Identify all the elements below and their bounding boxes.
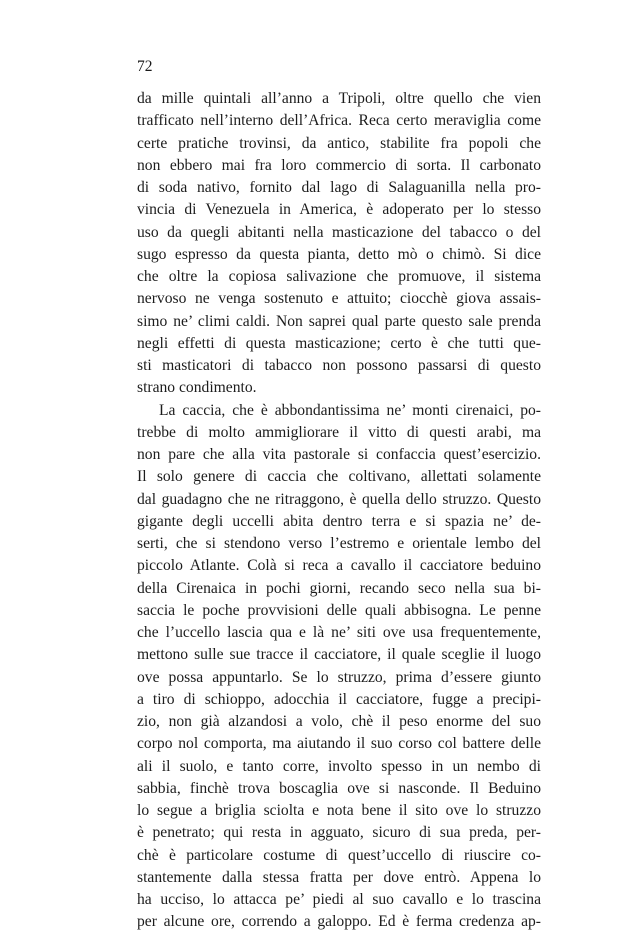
text-line: corpo nol comporta, ma aiutando il suo corso col battere delle (137, 735, 541, 753)
text-line: che oltre la copiosa salivazione che promuove, il sistema (137, 268, 541, 285)
text-line: ove possa appuntarlo. Se lo struzzo, prima d’essere giunto (137, 668, 541, 686)
text-line: vincia di Venezuela in America, è adoperato per lo stesso (137, 201, 541, 219)
text-line: La caccia, che è abbondantissima ne’ monti cirenaici, po- (159, 401, 541, 419)
text-line: sti masticatori di tabacco non possono passarsi di questo (137, 357, 541, 374)
paragraph-1 (137, 88, 541, 400)
text-line: saccia le poche provvisioni delle quali abbisogna. Le penne (137, 601, 541, 619)
text-line: certe pratiche trovinsi, da antico, stabilite fra popoli che (137, 134, 541, 152)
text-line: strano condimento. (137, 379, 257, 397)
text-line: zio, non già alzandosi a volo, chè il peso enorme del suo (137, 713, 541, 730)
text-line: trebbe di molto ammigliorare il vitto di questi arabi, ma (137, 423, 541, 441)
text-line: negli effetti di questa masticazione; certo è che tutti que- (137, 334, 541, 352)
text-line: piccolo Atlante. Colà si reca a cavallo il cacciatore beduino (137, 557, 541, 575)
text-line: mettono sulle sue tracce il cacciatore, il quale sceglie il luogo (137, 646, 541, 664)
text-line: per alcune ore, correndo a galoppo. Ed è ferma credenza ap- (137, 913, 541, 931)
text-line: sabbia, finchè trova boscaglia ove si nasconde. Il Beduino (137, 779, 541, 797)
text-line: dal guadagno che ne ritraggono, è quella dello struzzo. Questo (137, 490, 541, 508)
text-line: che l’uccello lascia qua e là ne’ siti ove usa frequentemente, (137, 624, 541, 641)
text-line: ha ucciso, lo attacca pe’ piedi al suo cavallo e lo trascina (137, 891, 541, 908)
page-number: 72 (137, 58, 153, 75)
text-line: uso da quegli abitanti nella masticazione del tabacco o del (137, 223, 541, 241)
text-line: è penetrato; qui resta in agguato, sicuro di sua preda, per- (137, 824, 541, 842)
text-line: lo segue a briglia sciolta e nota bene il sito ove lo struzzo (137, 802, 541, 819)
text-line: Il solo genere di caccia che coltivano, allettati solamente (137, 468, 541, 486)
text-line: trafficato nell’interno dell’Africa. Reca certo meraviglia come (137, 112, 541, 130)
text-line: simo ne’ climi caldi. Non saprei qual parte questo sale prenda (137, 312, 541, 330)
text-line: gigante degli uccelli abita dentro terra e si spazia ne’ de- (137, 512, 541, 530)
text-line: nervoso ne venga sostenuto e attuito; ciocchè giova assais- (137, 290, 541, 308)
text-line: della Cirenaica in pochi giorni, recando seco nella sua bi- (137, 579, 541, 597)
text-line: di soda nativo, fornito dal lago di Salaguanilla nella pro- (137, 179, 541, 196)
body-text (137, 88, 541, 934)
text-line: da mille quintali all’anno a Tripoli, oltre quello che vien (137, 90, 541, 107)
text-line: stantemente dalla stessa fratta per dove entrò. Appena lo (137, 868, 541, 886)
text-line: chè è particolare costume di quest’uccello di riuscire co- (137, 846, 541, 864)
text-line: non ebbero mai fra loro commercio di sorta. Il carbonato (137, 156, 541, 174)
text-line: ali il suolo, e tanto corre, involto spesso in un nembo di (137, 757, 541, 775)
text-line: sugo espresso da questa pianta, detto mò o chimò. Si dice (137, 245, 541, 263)
text-line: non pare che alla vita pastorale si confaccia quest’esercizio. (137, 446, 541, 463)
paragraph-2 (137, 400, 541, 934)
text-line: a tiro di schioppo, adocchia il cacciatore, fugge a precipi- (137, 690, 541, 708)
text-line: serti, che si stendono verso l’estremo e orientale lembo del (137, 535, 541, 552)
